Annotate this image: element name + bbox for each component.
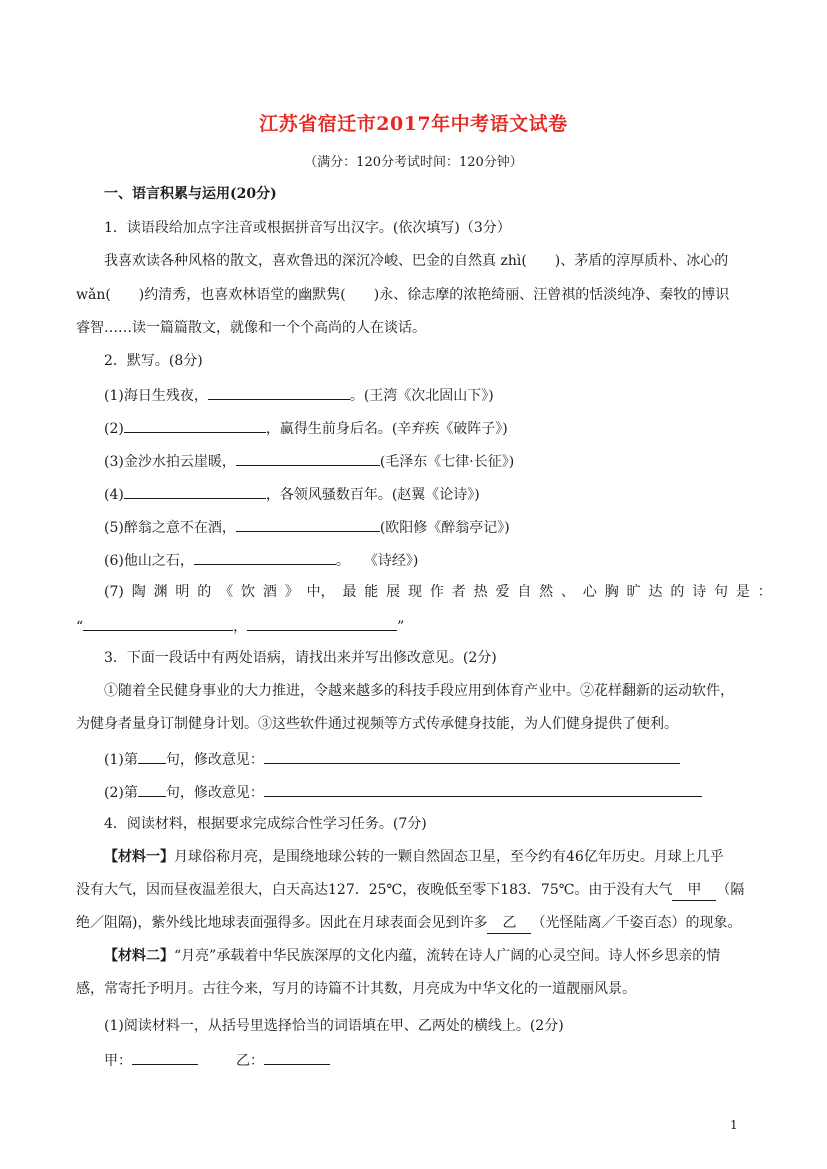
- q2-item-7-char: 中，: [306, 584, 335, 600]
- answer-blank[interactable]: [247, 615, 397, 631]
- q2-item-5-source: (欧阳修《醉翁亭记》): [379, 520, 510, 536]
- q4-material-2-line-1: [104, 946, 720, 966]
- q2-item-7-char: 展: [386, 584, 401, 600]
- material-2-text: “月亮”承载着中华民族深厚的文化内蕴，流转在诗人广阔的心灵空间。诗人怀乡思亲的情: [174, 948, 721, 964]
- answer-blank[interactable]: [236, 450, 380, 466]
- answer-yi-label: 乙：: [236, 1053, 264, 1069]
- q4-material-1-line-1: [104, 847, 724, 867]
- q3-answer-2: [104, 781, 702, 803]
- q2-prompt: 2．默写。(8分): [104, 353, 203, 369]
- q1-passage-line-1: 我喜欢读各种风格的散文，喜欢鲁迅的深沉冷峻、巴金的自然真 zhì( )、茅盾的淳厚质朴、冰心的: [104, 253, 729, 269]
- q2-item-7-char: 作: [429, 584, 444, 600]
- q4-material-1-line-2: [76, 880, 744, 901]
- q2-item-7-char: 陶: [131, 584, 146, 600]
- q3-prompt: 3．下面一段话中有两处语病，请找出来并写出修改意见。(2分): [104, 650, 497, 666]
- q2-item-1-source: 。(王湾《次北固山下》): [349, 388, 494, 404]
- q2-item-7-char: 饮: [241, 584, 255, 600]
- q2-item-7-char: ：: [757, 584, 772, 600]
- material-2-label: 【材料二】: [104, 948, 174, 964]
- q1-passage-line-2: wǎn( )约清秀，也喜欢林语堂的幽默隽( )永、徐志摩的浓艳绮丽、汪曾祺的恬淡纯净、秦牧的博识: [76, 287, 730, 303]
- answer-blank[interactable]: [264, 781, 702, 797]
- q1-passage-line-3: 睿智……读一篇篇散文，就像和一个个高尚的人在谈话。: [76, 320, 426, 336]
- q2-item-2-source: ，赢得生前身后名。(辛弃疾《破阵子》): [265, 421, 508, 437]
- section-heading: 一、语言积累与运用(20分): [104, 186, 277, 202]
- answer-blank[interactable]: [208, 384, 350, 400]
- q2-item-7-char: 心: [582, 584, 597, 600]
- q2-item-7-char: 》: [284, 584, 299, 600]
- q2-item-3: [104, 450, 514, 472]
- q2-item-4-source: ，各领风骚数百年。(赵翼《论诗》): [265, 487, 480, 503]
- q2-item-7-char: 句: [714, 584, 729, 600]
- q2-item-6-source: 。 《诗经》): [335, 553, 419, 569]
- q3-passage-line-1: ①随着全民健身事业的大力推进，令越来越多的科技手段应用到体育产业中。②花样翻新的运动软件，: [104, 683, 734, 699]
- q2-item-7-char: 然: [539, 584, 554, 600]
- q4-material-2-line-2: 感，常寄托予明月。古往今来，写月的诗篇不计其数，月亮成为中华文化的一道靓丽风景。: [76, 981, 636, 997]
- material-1-text: 没有大气，因而昼夜温差很大，白天高达127．25℃，夜晚低至零下183．75℃。由于没有大气: [76, 882, 673, 898]
- q2-item-7-char: 热: [473, 584, 488, 600]
- q2-item-7-answer: [76, 615, 404, 637]
- q4-prompt: 4．阅读材料，根据要求完成综合性学习任务。(7分): [104, 816, 427, 832]
- q3-answer-2-label: 句，修改意见：: [165, 785, 264, 801]
- material-1-text: 月球俗称月亮，是围绕地球公转的一颗自然固态卫星，至今约有46亿年历史。月球上几乎: [174, 849, 724, 865]
- answer-blank[interactable]: [124, 417, 266, 433]
- q4-answer-row: [104, 1049, 330, 1071]
- answer-blank[interactable]: [124, 483, 266, 499]
- q2-item-5: [104, 516, 510, 538]
- q4-subquestion-1: (1)阅读材料一，从括号里选择恰当的词语填在甲、乙两处的横线上。(2分): [104, 1018, 564, 1034]
- answer-blank[interactable]: [264, 748, 680, 764]
- material-1-text: （光怪陆离／千姿百态）的现象。: [531, 915, 742, 931]
- q3-answer-2-prefix: (2)第: [104, 785, 138, 801]
- q2-item-2-prefix: (2): [104, 421, 124, 437]
- q2-item-5-prefix: (5)醉翁之意不在酒，: [104, 520, 236, 536]
- answer-blank[interactable]: [236, 516, 380, 532]
- q2-item-1: [104, 384, 494, 406]
- q1-prompt: 1．读语段给加点字注音或根据拼音写出汉字。(依次填写)（3分）: [104, 220, 511, 236]
- q2-item-7-char: 爱: [495, 584, 510, 600]
- exam-info: （满分：120分考试时间：120分钟）: [304, 155, 523, 170]
- answer-jia-label: 甲：: [104, 1053, 132, 1069]
- blank-yi: 乙: [487, 913, 531, 934]
- page-title: 江苏省宿迁市2017年中考语文试卷: [259, 113, 568, 135]
- q3-answer-1: [104, 748, 680, 770]
- q2-item-7-char: 、: [561, 584, 576, 600]
- q2-item-7-char: 酒: [262, 584, 277, 600]
- q2-item-7-char: 达: [648, 584, 663, 600]
- answer-blank[interactable]: [138, 781, 166, 797]
- q2-item-7-char: 能: [364, 584, 379, 600]
- q2-item-7-char: 是: [735, 584, 750, 600]
- q2-item-7: [104, 582, 772, 602]
- q2-item-4-prefix: (4): [104, 487, 124, 503]
- q2-item-7-char: 明: [175, 584, 190, 600]
- q2-item-7-char: 胸: [604, 584, 619, 600]
- q2-item-7-char: 旷: [626, 584, 641, 600]
- comma: ，: [233, 619, 248, 635]
- q2-item-3-prefix: (3)金沙水拍云崖暖，: [104, 454, 236, 470]
- q2-item-7-char: 现: [408, 584, 423, 600]
- q2-item-7-char: (7): [104, 584, 124, 600]
- q2-item-7-char: 的: [670, 584, 685, 600]
- q3-passage-line-2: 为健身者量身订制健身计划。③这些软件通过视频等方式传承健身技能，为人们健身提供了便利。: [76, 716, 678, 732]
- material-1-text: （隔: [716, 882, 745, 898]
- answer-blank[interactable]: [138, 748, 166, 764]
- q2-item-7-char: 者: [451, 584, 466, 600]
- material-1-text: 绝／阻隔)，紫外线比地球表面强得多。因此在月球表面会见到许多: [76, 915, 488, 931]
- blank-jia: 甲: [672, 880, 716, 901]
- q2-item-4: [104, 483, 480, 505]
- q3-answer-1-prefix: (1)第: [104, 752, 138, 768]
- q2-item-1-prefix: (1)海日生残夜，: [104, 388, 208, 404]
- answer-blank-yi[interactable]: [264, 1049, 330, 1065]
- q2-item-7-char: 诗: [692, 584, 707, 600]
- answer-blank[interactable]: [194, 549, 336, 565]
- q4-material-1-line-3: [76, 913, 741, 934]
- q2-item-6-prefix: (6)他山之石，: [104, 553, 194, 569]
- answer-blank[interactable]: [83, 615, 233, 631]
- open-quote: “: [76, 619, 84, 635]
- q2-item-2: [104, 417, 508, 439]
- q2-item-7-char: 最: [342, 584, 357, 600]
- q2-item-7-char: 的: [197, 584, 212, 600]
- q2-item-7-char: 《: [219, 584, 234, 600]
- q2-item-7-char: 渊: [153, 584, 168, 600]
- material-1-label: 【材料一】: [104, 849, 174, 865]
- answer-blank-jia[interactable]: [132, 1049, 198, 1065]
- close-quote: ”: [397, 619, 405, 635]
- q2-item-6: [104, 549, 418, 571]
- q2-item-7-char: 自: [517, 584, 532, 600]
- page-number: 1: [730, 1118, 738, 1132]
- q3-answer-1-label: 句，修改意见：: [165, 752, 264, 768]
- q2-item-3-source: (毛泽东《七律·长征》): [379, 454, 515, 470]
